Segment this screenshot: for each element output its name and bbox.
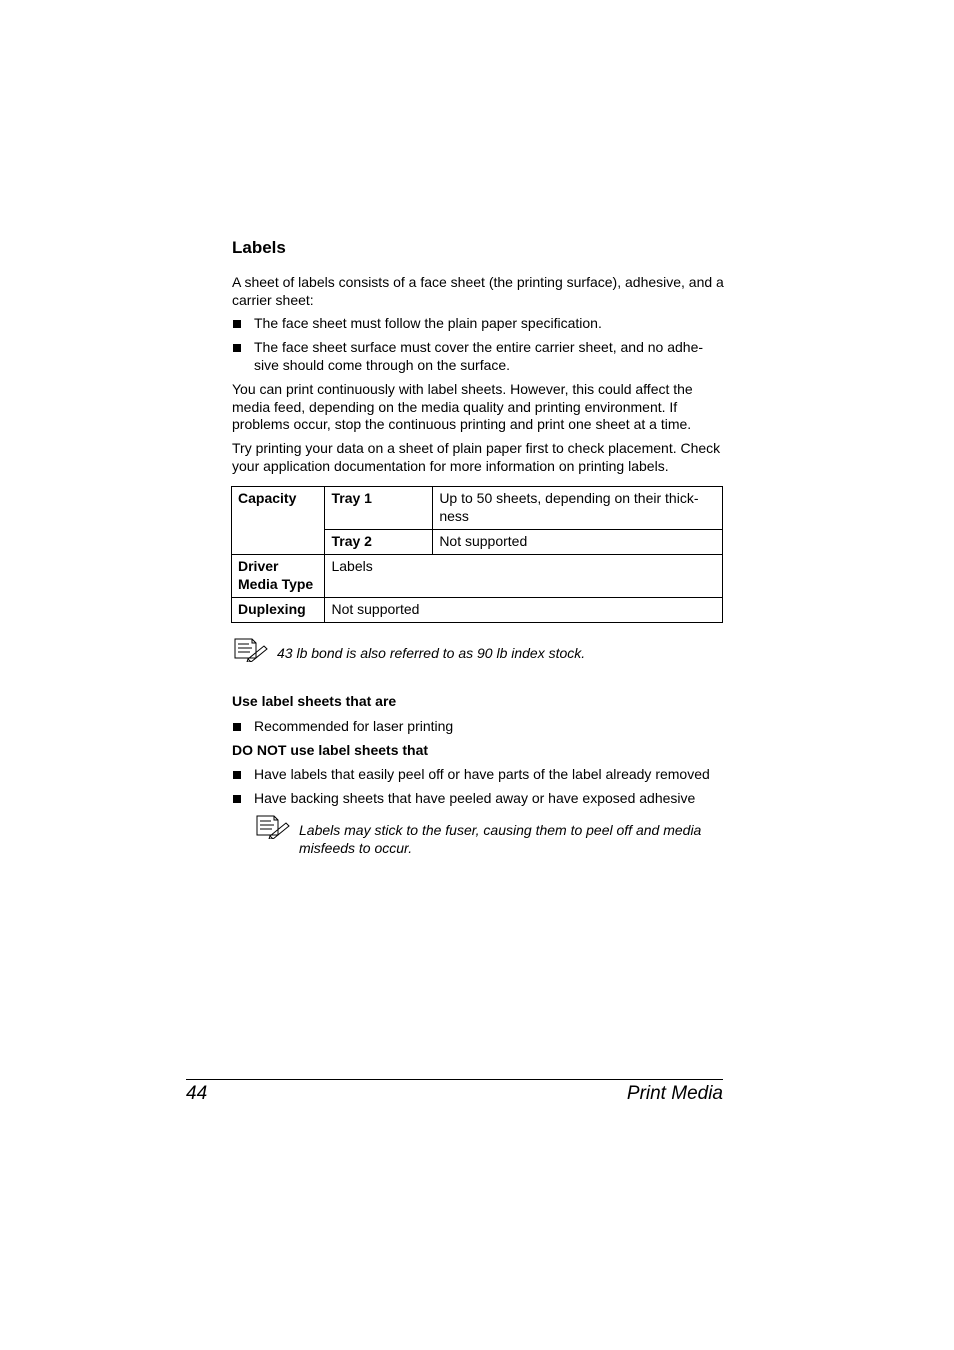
paragraph-plain-paper-test: Try printing your data on a sheet of plain paper first to check placement. Check your application documentation for more information on printing labels. [232,440,721,474]
list-item-text: The face sheet must follow the plain paper specification. [254,315,602,331]
table-row [232,487,723,530]
driver-media-type-header: Driver Media Type [232,555,325,598]
bullet-square-icon [233,320,241,328]
bullet-square-icon [233,344,241,352]
page-number: 44 [186,1083,208,1104]
intro-paragraph: A sheet of labels consists of a face sheet (the printing surface), adhesive, and a carrier sheet: [232,274,724,308]
paragraph-continuous-printing: You can print continuously with label sheets. However, this could affect the media feed, depending on the media quality and printing environment. If problems occur, stop the continuous printing and print one sheet at a time. [232,381,693,432]
list-item-text: Recommended for laser printing [254,718,454,734]
note-pencil-icon [256,815,290,839]
footer-divider [186,1079,723,1080]
bullet-square-icon [233,795,241,803]
list-item-text: The face sheet surface must cover the entire carrier sheet, and no adhe-sive should come through on the surface. [254,339,704,373]
label-spec-table [231,486,723,623]
tray1-header: Tray 1 [325,487,433,530]
capacity-header: Capacity [232,487,325,555]
duplexing-header: Duplexing [232,598,325,623]
tray2-header: Tray 2 [325,530,433,555]
tray2-value: Not supported [433,530,723,555]
table-row [232,555,723,598]
list-item-text: Have labels that easily peel off or have parts of the label already removed [254,766,710,782]
tray1-value: Up to 50 sheets, depending on their thick-ness [433,487,723,530]
note-fuser-warning: Labels may stick to the fuser, causing them to peel off and media misfeeds to occur. [299,822,702,856]
note-bond-stock: 43 lb bond is also referred to as 90 lb index stock. [277,645,586,661]
list-item-text: Have backing sheets that have peeled away or have exposed adhesive [254,790,696,806]
chapter-title: Print Media [626,1083,723,1104]
do-not-use-heading: DO NOT use label sheets that [232,742,429,758]
driver-media-type-value: Labels [325,555,723,598]
bullet-square-icon [233,771,241,779]
note-pencil-icon [234,638,268,662]
duplexing-value: Not supported [325,598,723,623]
section-title: Labels [232,238,286,257]
use-label-sheets-heading: Use label sheets that are [232,693,397,709]
table-row [232,598,723,623]
bullet-square-icon [233,723,241,731]
